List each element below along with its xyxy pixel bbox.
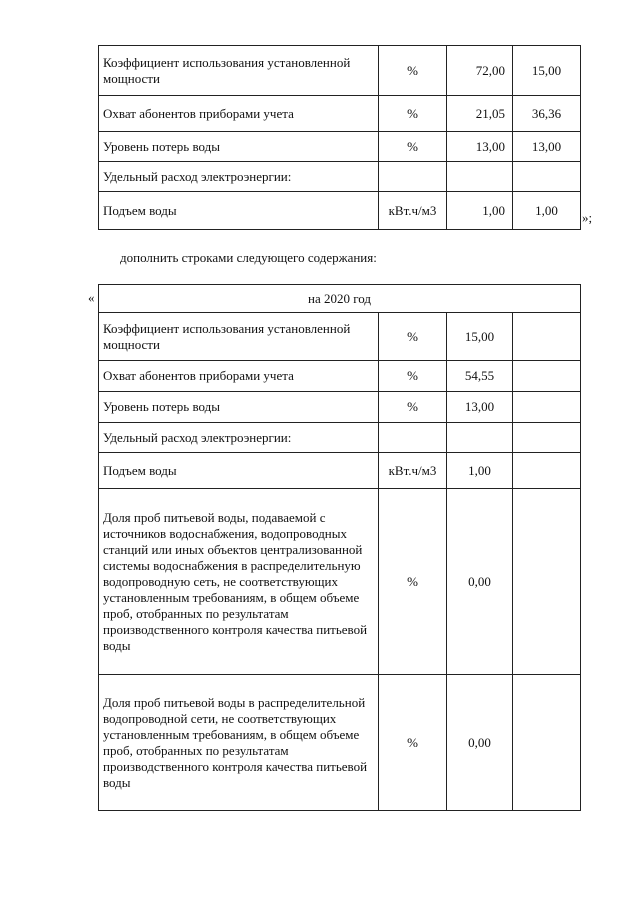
indicator-unit: %	[379, 313, 447, 361]
indicator-value-2: 13,00	[513, 132, 581, 162]
indicator-unit: %	[379, 675, 447, 811]
indicators-table-2020	[98, 284, 581, 811]
indicator-name: Охват абонентов приборами учета	[99, 96, 379, 132]
indicator-unit: %	[379, 132, 447, 162]
indicator-value: 13,00	[447, 392, 513, 423]
table-row	[99, 132, 581, 162]
closing-quote: »;	[582, 210, 593, 225]
indicator-value-1: 72,00	[447, 46, 513, 96]
indicator-value-1	[447, 162, 513, 192]
indicator-name: Охват абонентов приборами учета	[99, 361, 379, 392]
indicator-value-2: 36,36	[513, 96, 581, 132]
indicator-name: Уровень потерь воды	[99, 392, 379, 423]
table-row	[99, 453, 581, 489]
empty-cell	[513, 453, 581, 489]
table-row	[99, 162, 581, 192]
indicator-name: Доля проб питьевой воды, подаваемой с источников водоснабжения, водопроводных станций или иных объектов централизованной системы водоснабжения в распределительную водопроводную сеть, не соответствующих установленным требованиям, в общем объеме проб, отобранных по результатам производственного контроля качества питьевой воды	[99, 489, 379, 675]
empty-cell	[513, 392, 581, 423]
indicator-value: 15,00	[447, 313, 513, 361]
empty-cell	[513, 313, 581, 361]
year-header: на 2020 год	[99, 285, 581, 313]
indicator-value: 0,00	[447, 489, 513, 675]
table-row	[99, 96, 581, 132]
indicator-value-2	[513, 162, 581, 192]
indicator-name: Уровень потерь воды	[99, 132, 379, 162]
table-row	[99, 313, 581, 361]
indicator-value-2: 1,00	[513, 192, 581, 230]
empty-cell	[513, 423, 581, 453]
indicator-unit	[379, 162, 447, 192]
indicator-value-1: 13,00	[447, 132, 513, 162]
indicator-name: Удельный расход электроэнергии:	[99, 162, 379, 192]
indicator-name: Удельный расход электроэнергии:	[99, 423, 379, 453]
indicator-unit: кВт.ч/м3	[379, 192, 447, 230]
indicator-value	[447, 423, 513, 453]
indicator-value: 0,00	[447, 675, 513, 811]
indicator-unit: кВт.ч/м3	[379, 453, 447, 489]
table-row	[99, 192, 581, 230]
indicators-table-current	[98, 45, 581, 230]
table-row	[99, 46, 581, 96]
indicator-value-1: 1,00	[447, 192, 513, 230]
empty-cell	[513, 361, 581, 392]
table-row	[99, 423, 581, 453]
empty-cell	[513, 675, 581, 811]
empty-cell	[513, 489, 581, 675]
indicator-unit: %	[379, 96, 447, 132]
indicator-unit: %	[379, 489, 447, 675]
table-row	[99, 675, 581, 811]
indicator-name: Коэффициент использования установленной мощности	[99, 46, 379, 96]
indicator-value: 54,55	[447, 361, 513, 392]
table-row	[99, 392, 581, 423]
indicator-unit	[379, 423, 447, 453]
indicator-name: Подъем воды	[99, 453, 379, 489]
indicator-name: Доля проб питьевой воды в распределительной водопроводной сети, не соответствующих установленным требованиям, в общем объеме проб, отобранных по результатам производственного контроля качества питьевой воды	[99, 675, 379, 811]
amendment-paragraph: дополнить строками следующего содержания:	[120, 250, 377, 265]
table-row	[99, 489, 581, 675]
indicator-unit: %	[379, 392, 447, 423]
indicator-name: Коэффициент использования установленной мощности	[99, 313, 379, 361]
indicator-unit: %	[379, 46, 447, 96]
table-row	[99, 285, 581, 313]
table-row	[99, 361, 581, 392]
opening-quote: «	[88, 290, 95, 305]
indicator-value-1: 21,05	[447, 96, 513, 132]
indicator-name: Подъем воды	[99, 192, 379, 230]
indicator-value-2: 15,00	[513, 46, 581, 96]
indicator-value: 1,00	[447, 453, 513, 489]
indicator-unit: %	[379, 361, 447, 392]
